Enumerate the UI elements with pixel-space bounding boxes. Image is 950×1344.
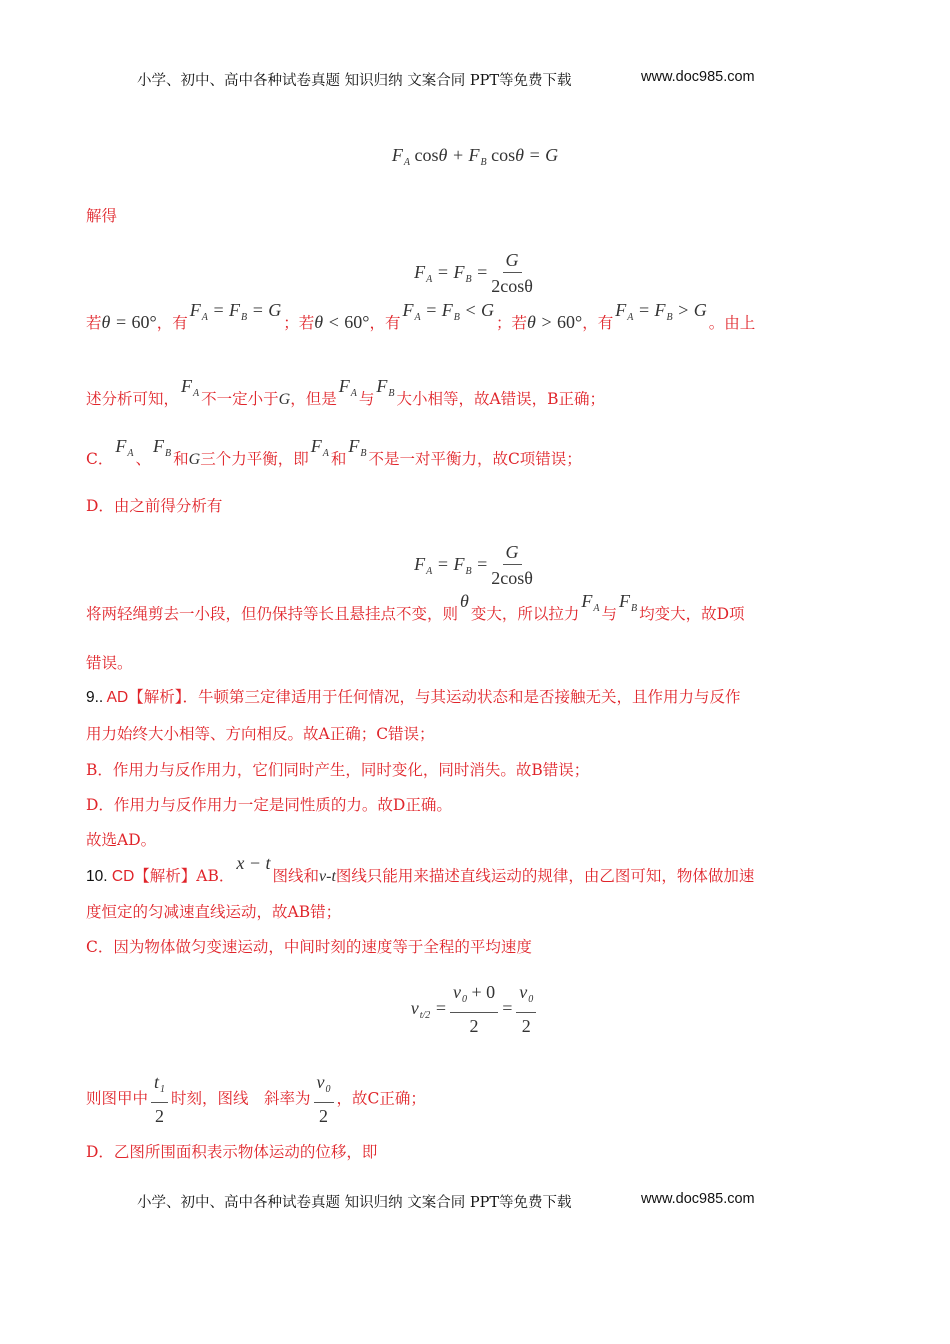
math-formula [153,435,171,465]
math-variable: F [615,300,627,320]
paragraph-text: C．因为物体做匀变速运动，中间时刻的速度等于全程的平均速度 [86,938,532,956]
math-roman: 2 [319,1106,329,1126]
math-variable: F [414,553,426,574]
math-variable: F [441,300,453,320]
math-formula [414,261,488,291]
math-variable: F [619,591,630,611]
footer-text: 小学、初中、高中各种试卷真题 知识归纳 文案合同 PPT等免费下载 [137,1195,572,1211]
text-line [86,723,810,745]
paragraph-text: 和 [173,450,189,468]
footer-url: www.doc985.com [641,1191,755,1207]
math-formula [615,299,707,329]
math-subscript: A [350,388,357,399]
text-line [86,1141,810,1163]
paragraph-text: 则图甲中 [86,1089,149,1108]
paragraph-text: 不一定小于 [201,390,279,408]
math-formula [348,435,366,465]
math-variable: F [581,591,593,611]
math-roman: 2 [521,1016,531,1036]
paragraph-text: D．作用力与反作用力一定是同性质的力。故D正确。 [86,796,452,814]
math-roman: 60° [557,312,583,332]
math-subscript: A [322,448,329,459]
math-variable: v [410,997,419,1018]
fraction-numerator [516,980,536,1013]
math-formula [102,311,157,333]
math-subscript: A [426,273,433,285]
fraction-denominator [155,1103,164,1129]
math-variable: F [391,145,403,165]
paragraph-text: ；若 [283,314,315,332]
math-subscript: B [465,273,472,285]
math-roman: 2cos [491,568,525,588]
paragraph-text: 不是一对平衡力，故C项错误； [368,450,582,468]
math-formula [581,590,599,620]
text-line [86,205,810,227]
paragraph-text: 若 [86,314,102,332]
paragraph-text: 变大，所以拉力 [470,605,580,623]
math-formula [314,311,369,333]
paragraph-text: 。由上 [708,314,756,332]
math-fraction [491,540,533,591]
fraction-numerator [450,980,498,1013]
math-symbol: θ = [101,312,132,332]
paragraph-text: 【解析】AB． [134,867,235,885]
math-formula [236,852,270,874]
math-formula [411,997,447,1027]
text-line [86,495,810,517]
math-fraction [516,980,536,1039]
math-variable: v [316,1072,325,1092]
paragraph-text: 【解析】．牛顿第三定律适用于任何情况，与其运动状态和是否接触无关，且作用力与反作 [128,688,741,706]
math-variable: v [452,982,461,1002]
math-symbol: = [432,553,454,574]
math-symbol: θ = G [515,145,559,165]
text-line [86,936,810,958]
math-formula [414,553,488,583]
paragraph-text: ，有 [369,314,401,332]
math-formula [392,144,558,174]
fraction-denominator [470,1013,479,1039]
math-roman: cos [414,145,439,165]
text-line [86,1070,810,1129]
math-variable: F [181,376,193,396]
math-subscript: A [426,565,433,577]
paragraph-text: 、 [135,450,151,468]
math-subscript: B [631,603,638,614]
math-symbol: θ [524,568,533,588]
math-fraction [450,980,498,1039]
fraction-numerator [151,1070,168,1103]
math-symbol: θ + [438,145,469,165]
math-symbol: = G [247,300,282,320]
math-subscript: B [241,312,248,323]
paragraph-text: ，故C正确； [336,1089,426,1108]
math-formula [460,590,469,612]
math-symbol: = [471,261,489,282]
math-roman: 60° [131,312,157,332]
fraction-numerator [314,1070,334,1103]
math-symbol: < G [459,300,495,320]
math-symbol: θ [524,276,533,296]
math-subscript: 0 [325,1084,331,1095]
math-symbol: = [430,997,447,1018]
fraction-denominator [491,273,533,299]
paragraph-text: 时刻，图线 斜率为 [171,1089,311,1108]
math-variable: F [229,300,240,320]
math-subscript: 0 [528,994,534,1005]
math-variable: F [468,145,480,165]
math-subscript: B [666,312,673,323]
math-formula [527,311,582,333]
math-subscript: A [201,312,208,323]
text-line [86,591,810,632]
math-subscript: B [465,565,472,577]
text-line [86,376,810,417]
math-subscript: t/2 [419,1009,431,1021]
math-symbol: > G [672,300,707,320]
paragraph-text: 图线和 [272,867,320,885]
math-roman: 2cos [491,276,525,296]
math-subscript: B [388,388,395,399]
fraction-denominator [319,1103,328,1129]
math-subscript: A [593,603,600,614]
math-variable: F [310,436,322,456]
math-symbol: = [501,997,514,1018]
paragraph-text: 与 [601,605,617,623]
math-symbol: G [505,250,519,270]
paragraph-text: 图线只能用来描述直线运动的规律，由乙图可知，物体做加速 [335,867,755,885]
paragraph-text: ，但是 [290,390,337,408]
paragraph-text: 大小相等，故A错误，B正确； [396,390,606,408]
math-formula [619,590,637,620]
math-roman: + 0 [466,982,496,1002]
paragraph-text: ；若 [496,314,528,332]
answer-label: AD [103,689,129,706]
math-variable: F [348,436,360,456]
text-line [86,686,810,709]
paragraph-text: 度恒定的匀减速直线运动，故AB错； [86,903,342,921]
text-line [86,436,810,477]
paragraph-text: D．由之前得分析有 [86,497,223,515]
math-roman: cos [491,145,516,165]
math-fraction [151,1070,168,1129]
math-symbol: θ < [314,312,345,332]
math-subscript: A [403,157,410,168]
fraction-numerator [503,248,522,273]
math-formula [181,375,199,405]
paragraph-text: B．作用力与反作用力，它们同时产生，同时变化，同时消失。故B错误； [86,761,590,779]
math-symbol: = [471,553,489,574]
text-line [0,980,950,1039]
math-subscript: 0 [461,994,467,1005]
question-number: 10. [86,868,108,885]
math-subscript: B [453,312,460,323]
math-variable: F [115,436,127,456]
paragraph-text: 三个力平衡，即 [200,450,309,468]
paragraph-text: 均变大，故D项 [639,605,745,623]
math-symbol: = [420,300,442,320]
text-line [86,652,810,674]
math-variable: F [654,300,666,320]
text-line [86,300,810,341]
math-subscript: B [360,448,367,459]
math-roman: 2 [469,1016,479,1036]
math-inline: G [278,391,291,408]
math-symbol: θ [460,591,469,611]
math-symbol: = [432,261,454,282]
text-line [0,144,950,174]
math-symbol: x − t [236,853,271,873]
text-line [86,794,810,816]
text-line [86,901,810,923]
paragraph-text: ，有 [582,314,614,332]
math-formula [376,375,394,405]
math-subscript: 1 [160,1084,166,1095]
paragraph-text: C． [86,450,114,468]
math-variable: F [414,261,426,282]
paragraph-text: 错误。 [86,654,133,672]
math-inline: v-t [319,868,336,885]
math-variable: v [519,982,528,1002]
paragraph-text: 与 [358,390,375,408]
math-variable: F [189,300,201,320]
math-roman: 2 [155,1106,165,1126]
math-variable: F [453,261,465,282]
math-subscript: B [480,157,487,168]
paragraph-text: ，有 [156,314,188,332]
math-variable: F [153,436,164,456]
math-symbol: = [633,300,655,320]
math-roman: 60° [344,312,370,332]
math-formula [190,299,282,329]
header-text: 小学、初中、高中各种试卷真题 知识归纳 文案合同 PPT等免费下载 [137,73,572,89]
math-formula [501,997,513,1019]
text-line [0,248,950,299]
math-formula [311,435,329,465]
math-inline: G [188,451,201,468]
math-formula [339,375,357,405]
fraction-numerator [503,540,522,565]
math-symbol: G [505,542,519,562]
math-subscript: A [193,388,200,399]
math-variable: F [402,300,414,320]
text-line [86,759,810,781]
math-symbol: = [207,300,229,320]
paragraph-text: 用力始终大小相等、方向相反。故A正确；C错误； [86,725,435,743]
math-variable: F [453,553,465,574]
math-fraction [491,248,533,299]
math-variable: F [376,376,388,396]
question-number: 9.. [86,689,104,706]
header-url: www.doc985.com [641,69,755,85]
answer-label: CD [107,868,135,885]
paragraph-text: 故选AD。 [86,831,157,849]
paragraph-text: 解得 [86,207,118,225]
fraction-denominator [522,1013,531,1039]
math-fraction [314,1070,334,1129]
math-subscript: A [627,312,634,323]
math-symbol: θ > [527,312,558,332]
text-line [86,829,810,851]
text-line [86,853,810,888]
math-subscript: B [165,448,172,459]
text-line [0,540,950,591]
math-formula [115,435,133,465]
fraction-denominator [491,565,533,591]
paragraph-text: 将两轻绳剪去一小段，但仍保持等长且悬挂点不变，则 [86,605,459,623]
math-subscript: A [414,312,421,323]
paragraph-text: 述分析可知， [86,390,180,408]
paragraph-text: D．乙图所围面积表示物体运动的位移，即 [86,1143,378,1161]
math-subscript: A [127,448,134,459]
math-formula [403,299,495,329]
math-variable: t [154,1072,160,1092]
paragraph-text: 和 [330,450,347,468]
math-variable: F [338,376,350,396]
